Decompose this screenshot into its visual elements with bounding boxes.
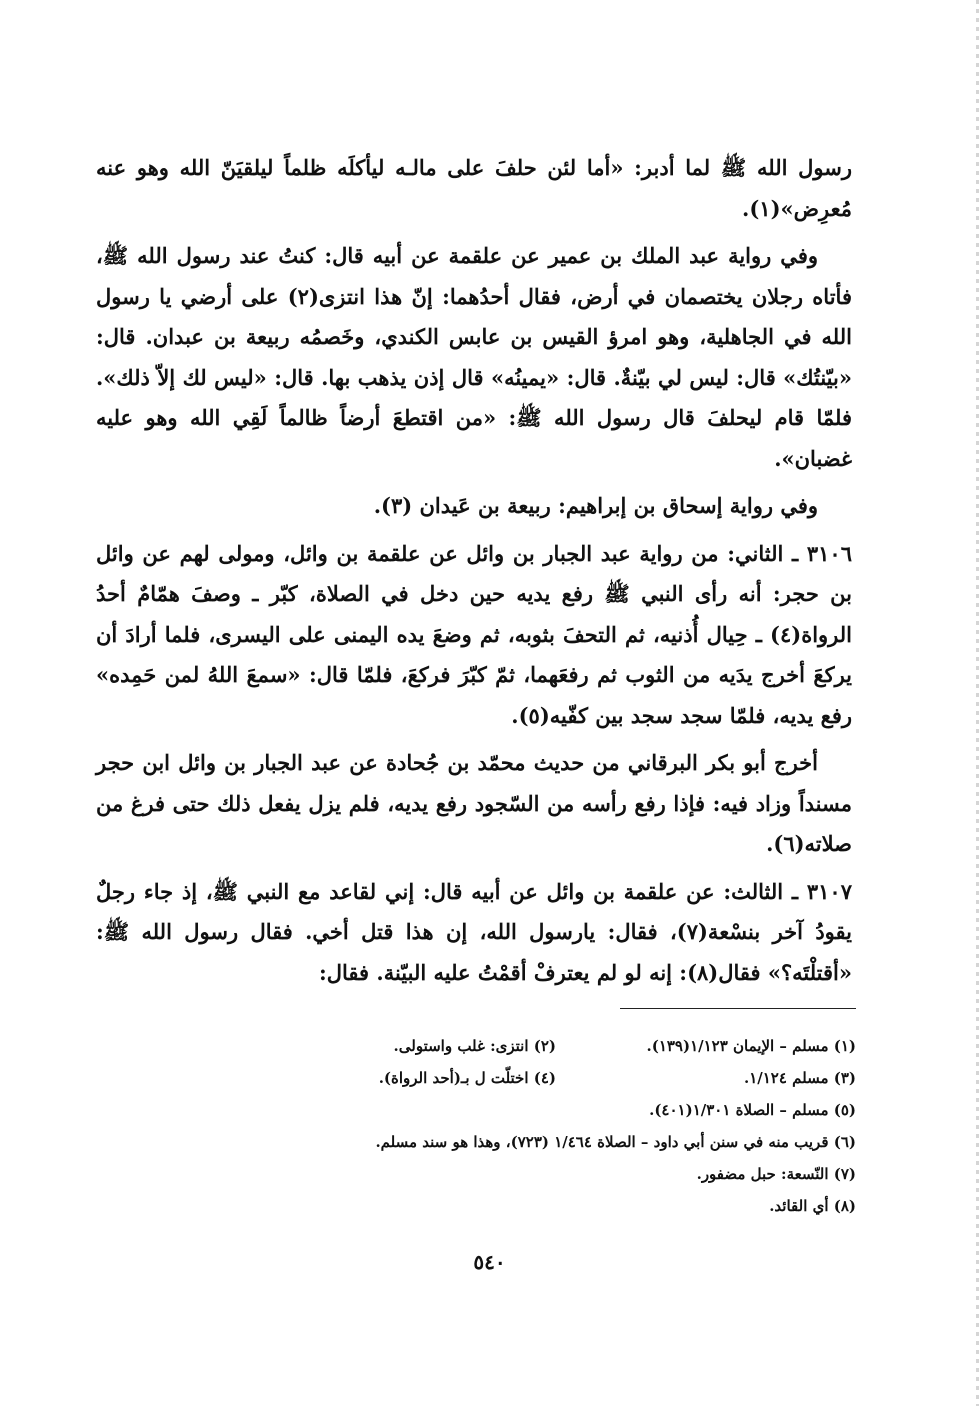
page-number: ٥٤٠ xyxy=(473,1250,506,1274)
footnote-row xyxy=(240,1190,856,1222)
footnote-2: (٢) انتزى: غلب واستولى. xyxy=(393,1037,556,1055)
footnote-row xyxy=(240,1094,856,1126)
paragraph-hadith-3107: ٣١٠٧ ـ الثالث: عن علقمة بن وائل عن أبيه قال: إني لقاعد مع النبي ﷺ، إذ جاء رجلٌ يقودُ آخر بنسْعة(٧)، فقال: يارسول الله، إن هذا قتل أخي. فقال رسول الله ﷺ: «أقتلْتَه؟» فقال(٨): إنه لو لم يعترفْ أقمْتُ عليه البيّنة. فقال: xyxy=(96,878,853,985)
footnote-3: (٣) مسلم ١/١٢٤. xyxy=(743,1069,856,1087)
footnotes xyxy=(240,1030,856,1222)
paragraph-ishaq-narration: وفي رواية إسحاق بن إبراهيم: ربيعة بن عَيدان (٣). xyxy=(373,493,818,518)
paragraph-abdulmalik-narration: وفي رواية عبد الملك بن عمير عن علقمة عن أبيه قال: كنتُ عند رسول الله ﷺ، فأتاه رجلان يختصمان في أرض، فقال أحدُهما: إنّ هذا انتزى(٢) على أرضي يا رسول الله في الجاهلية، وهو امرؤ القيس بن عابس الكندي، وخَصمُه ربيعة بن عبدان. قال: «بيّنتُك» قال: ليس لي بيّنةٌ. قال: «يمينُه» قال إذن يذهب بها. قال: «ليس لك إلاّ ذلك». فلمّا قام ليحلفَ قال رسول الله ﷺ: «من اقتطعَ أرضاً ظالماً لَقِي الله وهو عليه غضبان». xyxy=(96,243,852,471)
footnote-row xyxy=(240,1126,856,1158)
footnote-row xyxy=(240,1030,856,1062)
paragraph-barqani-narration: أخرج أبو بكر البرقاني من حديث محمّد بن جُحادة عن عبد الجبار بن وائل ابن حجر مسنداً وزاد فيه: فإذا رفع رأسه من السّجود رفع يديه، فلم يزل يفعل ذلك حتى فرغ من صلاته(٦). xyxy=(96,750,852,856)
footnote-1: (١) مسلم – الإيمان ١/١٢٣(١٣٩). xyxy=(646,1037,856,1055)
footnote-row xyxy=(240,1158,856,1190)
footnote-6: (٦) قريب منه في سنن أبي داود – الصلاة ١/٤٦٤ (٧٢٣)، وهذا هو سند مسلم. xyxy=(375,1133,856,1151)
footnote-divider xyxy=(620,1008,856,1009)
footnote-7: (٧) النّسعة: حبل مضفور. xyxy=(696,1165,856,1183)
paragraph-hadith-3106: ٣١٠٦ ـ الثاني: من رواية عبد الجبار بن وائل عن علقمة بن وائل، ومولى لهم عن وائل بن حجر: أنه رأى النبي ﷺ رفع يديه حين دخل في الصلاة، كبّر ـ وصفَ همّامٌ أحدُ الرواة(٤) ـ حِيال أُذنيه، ثم التحفَ بثوبه، ثم وضعَ يده اليمنى على اليسرى، فلما أرادَ أن يركعَ أخرج يدَيه من الثوب ثم رفعَهما، ثمّ كبّرَ فركعَ، فلمّا قال: «سمعَ اللهُ لمن حَمِده» رفع يديه، فلمّا سجد سجد بين كفّيه(٥). xyxy=(96,540,852,728)
main-text-block xyxy=(96,148,852,1000)
footnote-4: (٤) اختلّت ل بـ(أحد الرواة). xyxy=(378,1069,556,1087)
footnote-row xyxy=(240,1062,856,1094)
paragraph-continuation: رسول الله ﷺ لما أدبر: «أما لئن حلفَ على مالـه ليأكلَه ظلماً ليلقيَنّ الله وهو عنه مُعرِض»(١). xyxy=(96,155,852,221)
footnote-8: (٨) أي القائد. xyxy=(769,1197,856,1215)
footnote-5: (٥) مسلم – الصلاة ١/٣٠١(٤٠١). xyxy=(649,1101,856,1119)
